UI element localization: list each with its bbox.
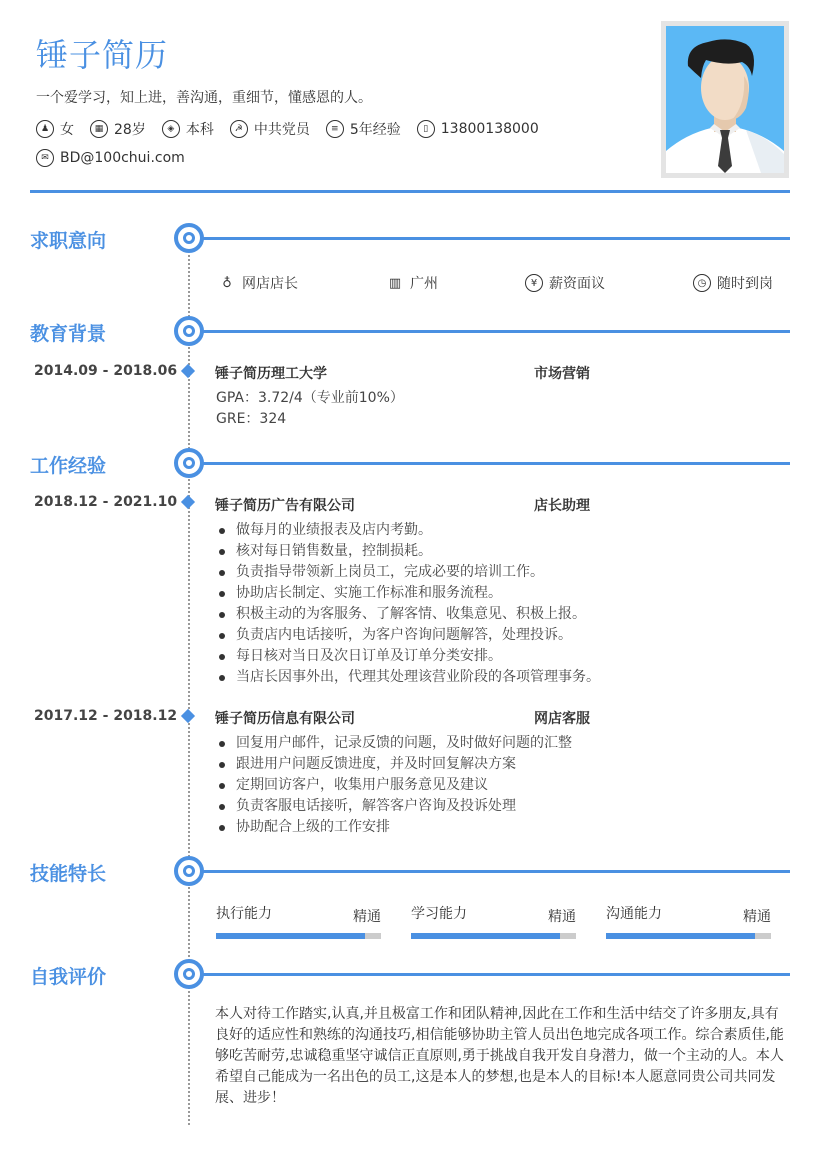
work-duties-list [216, 733, 572, 838]
intent-text: 网店店长 [242, 276, 298, 292]
education-detail: GRE：324 [216, 411, 287, 427]
work-date: 2018.12 - 2021.10 [34, 494, 178, 510]
skill-name: 沟通能力 [606, 906, 662, 922]
company-name: 锤子简历信息有限公司 [215, 711, 355, 727]
info-phone [417, 120, 539, 138]
section-title-skills: 技能特长 [30, 863, 107, 885]
section-title-intent: 求职意向 [30, 230, 107, 252]
info-text: 中共党员 [253, 122, 310, 138]
company-name: 锤子简历广告有限公司 [215, 498, 355, 514]
education-detail: GPA：3.72/4（专业前10%） [216, 390, 404, 406]
intent-city [386, 273, 438, 293]
avatar [666, 26, 784, 173]
list-item: 回复用户邮件，记录反馈的问题，及时做好问题的汇整 [216, 733, 572, 754]
list-item: 跟进用户问题反馈进度，并及时回复解决方案 [216, 754, 572, 775]
resume-name: 锤子简历 [36, 36, 169, 74]
info-age [90, 119, 146, 139]
graduation-cap-icon: ◈ [162, 120, 180, 138]
list-item: 协助店长制定、实施工作标准和服务流程。 [216, 583, 600, 604]
section-title-work: 工作经验 [30, 455, 107, 477]
list-item: 核对每日销售数量，控制损耗。 [216, 541, 600, 562]
skill-execution [216, 903, 381, 943]
intent-position [218, 273, 298, 293]
section-node-icon [174, 959, 204, 989]
profile-photo [661, 21, 789, 178]
intent-text: 薪资面议 [549, 276, 605, 292]
contact-info-row [36, 149, 201, 167]
info-text: 13800138000 [440, 121, 539, 137]
section-divider [203, 462, 790, 465]
intent-availability [693, 273, 773, 293]
skill-level: 精通 [743, 909, 771, 925]
education-date: 2014.09 - 2018.06 [34, 363, 178, 379]
work-date: 2017.12 - 2018.12 [34, 708, 178, 724]
info-email[interactable] [36, 149, 185, 167]
intent-text: 随时到岗 [717, 276, 773, 292]
mail-icon: ✉ [36, 149, 54, 167]
list-item: 负责客服电话接听，解答客户咨询及投诉处理 [216, 796, 572, 817]
info-degree [162, 119, 214, 139]
skill-name: 学习能力 [411, 906, 467, 922]
skill-level: 精通 [548, 909, 576, 925]
list-item: 当店长因事外出，代理其处理该营业阶段的各项管理事务。 [216, 667, 600, 688]
info-text: 女 [60, 122, 74, 138]
list-item: 每日核对当日及次日订单及订单分类安排。 [216, 646, 600, 667]
section-node-icon [174, 316, 204, 346]
list-item: 协助配合上级的工作安排 [216, 817, 572, 838]
timeline-diamond-icon [181, 364, 195, 378]
timeline-diamond-icon [181, 495, 195, 509]
personal-info-row [36, 119, 555, 139]
list-item: 做每月的业绩报表及店内考勤。 [216, 520, 600, 541]
header-divider [30, 190, 790, 193]
section-title-evaluation: 自我评价 [30, 966, 107, 988]
avatar-illustration-icon [666, 26, 784, 173]
skill-progress-fill [606, 933, 755, 939]
list-item: 积极主动的为客服务、了解客情、收集意见、积极上报。 [216, 604, 600, 625]
section-node-icon [174, 223, 204, 253]
phone-icon: ▯ [417, 120, 435, 138]
skill-name: 执行能力 [216, 906, 272, 922]
skill-progress-bar [411, 933, 576, 939]
timeline-dotted-line [188, 250, 190, 1125]
list-item: 定期回访客户，收集用户服务意见及建议 [216, 775, 572, 796]
calendar-icon: ▦ [90, 120, 108, 138]
section-divider [203, 973, 790, 976]
job-title: 网店客服 [534, 711, 590, 727]
skill-level: 精通 [353, 909, 381, 925]
skill-progress-bar [606, 933, 771, 939]
section-divider [203, 237, 790, 240]
intent-text: 广州 [410, 276, 438, 292]
tie-icon: ♁ [222, 275, 232, 291]
job-title: 店长助理 [534, 498, 590, 514]
info-text: 5年经验 [349, 122, 401, 138]
info-gender [36, 119, 74, 139]
email-link[interactable]: BD@100chui.com [60, 150, 185, 166]
section-divider [203, 870, 790, 873]
list-item: 负责指导带领新上岗员工，完成必要的培训工作。 [216, 562, 600, 583]
info-text: 本科 [185, 122, 214, 138]
clock-icon: ◷ [693, 274, 711, 292]
info-experience [326, 119, 401, 139]
party-emblem-icon: ☭ [230, 120, 248, 138]
skill-progress-fill [216, 933, 365, 939]
info-text: 28岁 [114, 122, 146, 138]
work-duties-list [216, 520, 600, 688]
skill-progress-fill [411, 933, 560, 939]
building-icon: ▥ [388, 275, 402, 291]
skill-communication [606, 903, 771, 943]
motto: 一个爱学习，知上进，善沟通，重细节，懂感恩的人。 [36, 90, 372, 106]
major: 市场营销 [534, 366, 590, 382]
section-node-icon [174, 856, 204, 886]
info-political-status [230, 119, 310, 139]
intent-salary [525, 273, 605, 293]
list-item: 负责店内电话接听，为客户咨询问题解答，处理投诉。 [216, 625, 600, 646]
gender-icon: ♟ [36, 120, 54, 138]
document-icon: ≡ [326, 120, 344, 138]
resume-header [0, 0, 820, 200]
self-evaluation-text: 本人对待工作踏实,认真,并且极富工作和团队精神,因此在工作和生活中结交了许多朋友,具有良好的适应性和熟练的沟通技巧,相信能够协助主管人员出色地完成各项工作。综合素质佳,能够吃苦耐劳,忠诚稳重坚守诚信正直原则,勇于挑战自我开发自身潜力，做一个主动的人。本人希望自己能成为一名出色的员工,这是本人的梦想,也是本人的目标!本人愿意同贵公司共同发展、进步！ [215, 1006, 784, 1106]
skill-progress-bar [216, 933, 381, 939]
section-divider [203, 330, 790, 333]
yen-icon: ¥ [525, 274, 543, 292]
school-name: 锤子简历理工大学 [215, 366, 327, 382]
section-title-education: 教育背景 [30, 323, 107, 345]
skill-learning [411, 903, 576, 943]
timeline-diamond-icon [181, 709, 195, 723]
section-node-icon [174, 448, 204, 478]
